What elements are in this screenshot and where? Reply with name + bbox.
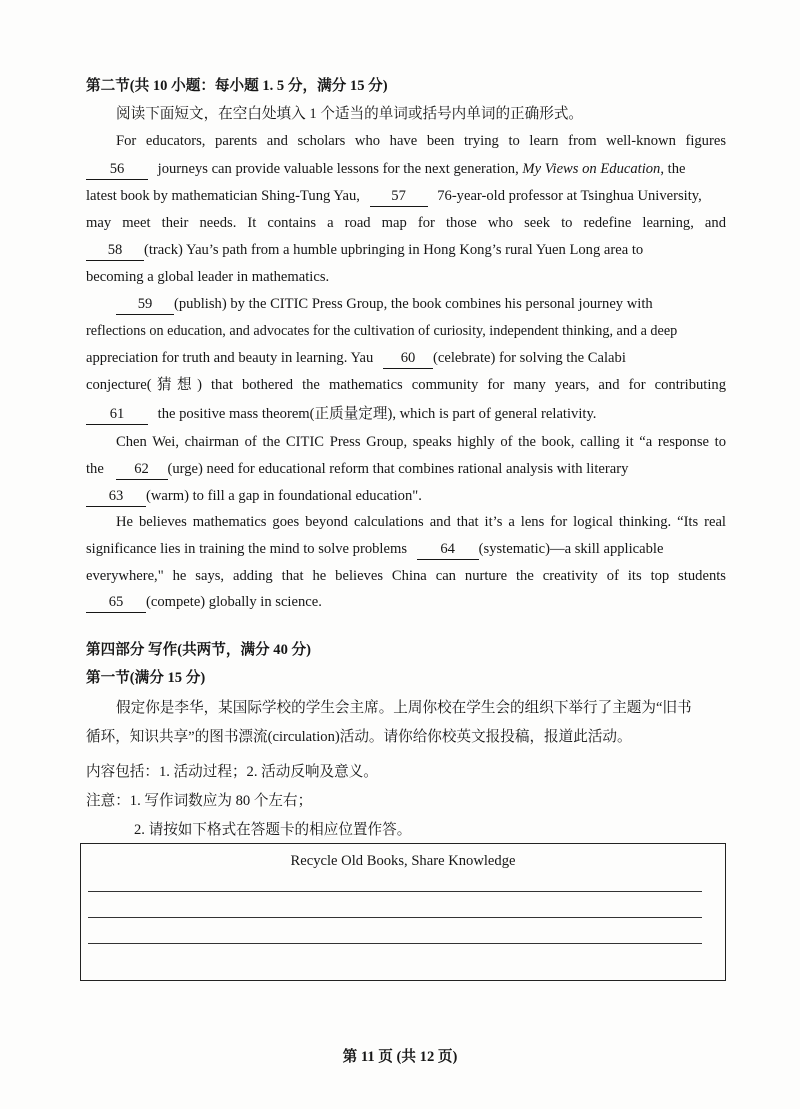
- subsection-heading: 第一节(满分 15 分): [86, 670, 206, 686]
- passage-line: appreciation for truth and beauty in learning. Yau 60 (celebrate) for solving the Calabi: [86, 348, 726, 369]
- passage-line: 65 (compete) globally in science.: [86, 592, 726, 613]
- passage-line: He believes mathematics goes beyond calculations and that it’s a lens for logical thinking. “Its real: [116, 514, 726, 530]
- book-title: My Views on Education: [522, 161, 661, 177]
- passage-line: may meet their needs. It contains a road map for those who seek to redefine learning, and: [86, 215, 726, 231]
- passage-line: 59 (publish) by the CITIC Press Group, the book combines his personal journey with: [116, 294, 756, 315]
- blank-60[interactable]: 60: [383, 350, 433, 369]
- passage-line: everywhere," he says, adding that he believes China can nurture the creativity of its top students: [86, 568, 726, 584]
- passage-line: For educators, parents and scholars who have been trying to learn from well-known figures: [116, 133, 726, 149]
- blank-57[interactable]: 57: [370, 188, 428, 207]
- blank-59[interactable]: 59: [116, 296, 174, 315]
- passage-line: reflections on education, and advocates for the cultivation of curiosity, independent thinking, and a deep: [86, 323, 678, 339]
- writing-line[interactable]: [88, 943, 702, 944]
- part-heading: 第四部分 写作(共两节，满分 40 分): [86, 642, 311, 658]
- passage-line: 58 (track) Yau’s path from a humble upbringing in Hong Kong’s rural Yuen Long area to: [86, 240, 726, 261]
- blank-64[interactable]: 64: [417, 541, 479, 560]
- page-number: 第 11 页 (共 12 页): [342, 1049, 458, 1065]
- note-word-count: 注意：1. 写作词数应为 80 个左右；: [86, 793, 313, 809]
- blank-62[interactable]: 62: [116, 461, 168, 480]
- writing-line[interactable]: [88, 917, 702, 918]
- passage-line: 56 journeys can provide valuable lessons for the next generation, My Views on Education, the: [86, 159, 726, 180]
- blank-56[interactable]: 56: [86, 161, 148, 180]
- answer-box: [80, 843, 726, 981]
- blank-63[interactable]: 63: [86, 488, 146, 507]
- blank-58[interactable]: 58: [86, 242, 144, 261]
- passage-line: the 62 (urge) need for educational reform that combines rational analysis with literary: [86, 459, 726, 480]
- passage-line: latest book by mathematician Shing-Tung Yau, 57 76-year-old professor at Tsinghua University,: [86, 186, 726, 207]
- passage-line: 63 (warm) to fill a gap in foundational education".: [86, 486, 726, 507]
- passage-line: conjecture(猜想) that bothered the mathematics community for many years, and for contributing: [86, 377, 726, 393]
- essay-title: Recycle Old Books, Share Knowledge: [290, 853, 516, 869]
- blank-65[interactable]: 65: [86, 594, 146, 613]
- section-instruction: 阅读下面短文，在空白处填入 1 个适当的单词或括号内单词的正确形式。: [116, 106, 584, 122]
- content-requirements: 内容包括：1. 活动过程；2. 活动反响及意义。: [86, 764, 378, 780]
- passage-line: Chen Wei, chairman of the CITIC Press Group, speaks highly of the book, calling it “a response to: [116, 434, 726, 450]
- passage-line: 61 the positive mass theorem(正质量定理), which is part of general relativity.: [86, 404, 726, 425]
- writing-prompt: 循环，知识共享”的图书漂流(circulation)活动。请你给你校英文报投稿，报道此活动。: [86, 729, 632, 745]
- writing-line[interactable]: [88, 891, 702, 892]
- passage-line: significance lies in training the mind to solve problems 64 (systematic)—a skill applicable: [86, 539, 726, 560]
- section-heading: 第二节(共 10 小题：每小题 1. 5 分，满分 15 分): [86, 78, 388, 94]
- passage-line: becoming a global leader in mathematics.: [86, 269, 330, 285]
- note-format: 2. 请按如下格式在答题卡的相应位置作答。: [134, 822, 412, 838]
- writing-prompt: 假定你是李华，某国际学校的学生会主席。上周你校在学生会的组织下举行了主题为“旧书: [116, 700, 692, 716]
- blank-61[interactable]: 61: [86, 406, 148, 425]
